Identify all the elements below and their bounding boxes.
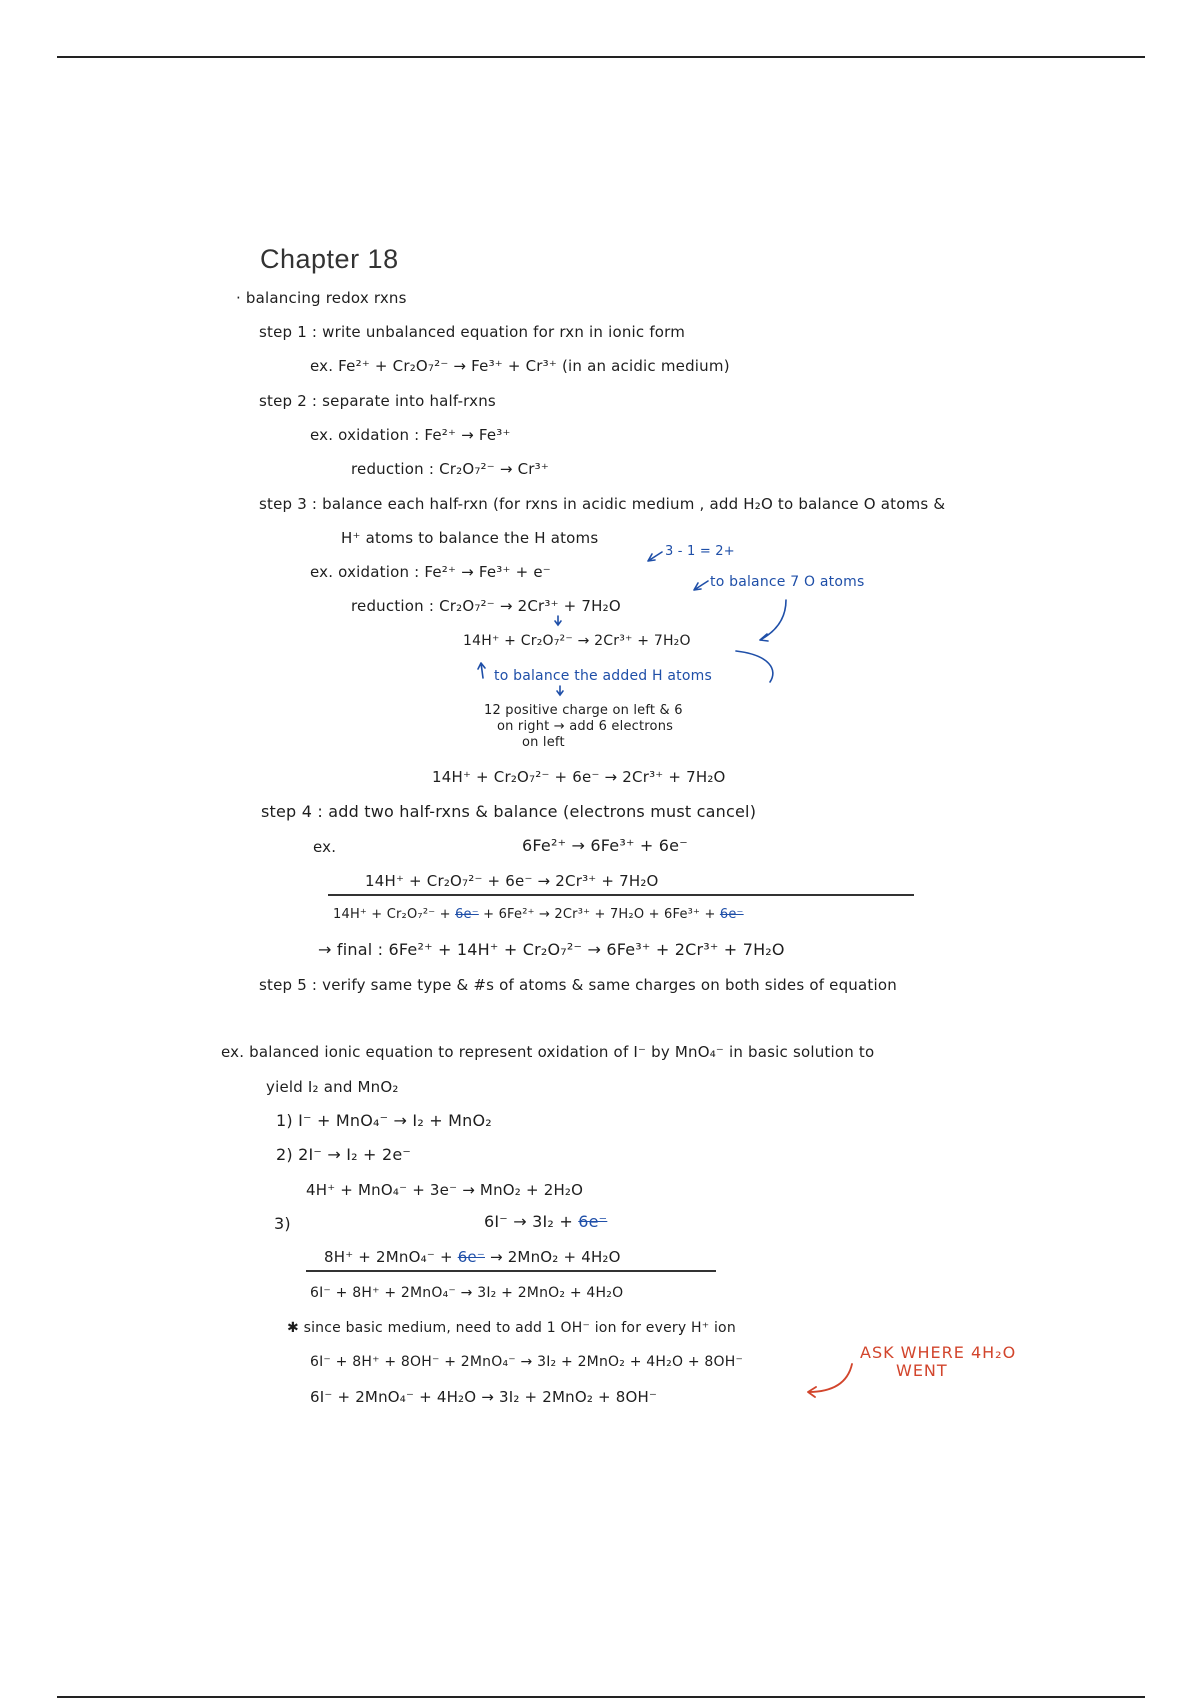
bullet-heading: · balancing redox rxns	[236, 289, 407, 307]
step-3-cont: H⁺ atoms to balance the H atoms	[341, 529, 599, 547]
example-2-step-1: 1) I⁻ + MnO₄⁻ → I₂ + MnO₂	[276, 1111, 492, 1130]
step-2-reduction: reduction : Cr₂O₇²⁻ → Cr³⁺	[351, 460, 549, 478]
sum-left: 14H⁺ + Cr₂O₇²⁻ +	[333, 907, 451, 922]
step-1-example: ex. Fe²⁺ + Cr₂O₇²⁻ → Fe³⁺ + Cr³⁺ (in an acidic medium)	[310, 357, 730, 375]
example-2-sum: 6I⁻ + 8H⁺ + 2MnO₄⁻ → 3I₂ + 2MnO₂ + 4H₂O	[310, 1285, 624, 1301]
charge-note-2: on right → add 6 electrons	[497, 719, 674, 734]
cancelled-electrons-left: 6e⁻	[455, 907, 479, 922]
example-2-reduction: 4H⁺ + MnO₄⁻ + 3e⁻ → MnO₂ + 2H₂O	[306, 1181, 584, 1199]
step-5: step 5 : verify same type & #s of atoms & same charges on both sides of equation	[259, 976, 897, 994]
step-3: step 3 : balance each half-rxn (for rxns in acidic medium , add H₂O to balance O atoms &	[259, 495, 946, 513]
arrow-down-2-icon	[557, 686, 563, 695]
step-3-reduction: reduction : Cr₂O₇²⁻ → 2Cr³⁺ + 7H₂O	[351, 597, 621, 615]
step-2: step 2 : separate into half-rxns	[259, 392, 496, 410]
arrow-up-h-icon	[478, 663, 485, 678]
oxidation-x3-left: 6I⁻ → 3I₂ +	[484, 1212, 573, 1231]
arrow-down-1-icon	[555, 616, 561, 625]
red-question-2: WENT	[896, 1361, 948, 1380]
page-title: Chapter 18	[260, 244, 399, 274]
charge-note-3: on left	[522, 735, 565, 750]
step-3-oxidation: ex. oxidation : Fe²⁺ → Fe³⁺ + e⁻	[310, 563, 551, 581]
step-3-reduction-h: 14H⁺ + Cr₂O₇²⁻ → 2Cr³⁺ + 7H₂O	[463, 633, 691, 649]
step-1: step 1 : write unbalanced equation for rxn in ionic form	[259, 323, 686, 341]
charge-note: 3 - 1 = 2+	[665, 544, 735, 559]
bottom-rule	[57, 1696, 1145, 1698]
step-4-reduction: 14H⁺ + Cr₂O₇²⁻ + 6e⁻ → 2Cr³⁺ + 7H₂O	[365, 872, 659, 890]
example-2-prompt-cont: yield I₂ and MnO₂	[266, 1078, 399, 1096]
step-4-oxidation: 6Fe²⁺ → 6Fe³⁺ + 6e⁻	[522, 836, 688, 855]
reduction-x2-right: → 2MnO₂ + 4H₂O	[489, 1248, 621, 1266]
example-2-oh-added: 6I⁻ + 8H⁺ + 8OH⁻ + 2MnO₄⁻ → 3I₂ + 2MnO₂ + 4H₂O + 8OH⁻	[310, 1354, 744, 1370]
step-4: step 4 : add two half-rxns & balance (electrons must cancel)	[261, 802, 757, 821]
cancelled-electrons-b: 6e⁻	[457, 1248, 485, 1266]
example-2-prompt: ex. balanced ionic equation to represent oxidation of I⁻ by MnO₄⁻ in basic solution to	[221, 1043, 875, 1061]
cancelled-electrons-a: 6e⁻	[578, 1212, 608, 1231]
balance-h-note: to balance the added H atoms	[494, 668, 712, 684]
red-arrow-icon	[808, 1364, 852, 1397]
basic-medium-note: ✱ since basic medium, need to add 1 OH⁻ ion for every H⁺ ion	[287, 1320, 736, 1336]
example-2-final: 6I⁻ + 2MnO₄⁻ + 4H₂O → 3I₂ + 2MnO₂ + 8OH⁻	[310, 1388, 658, 1406]
brace-h-icon	[736, 651, 773, 682]
step-4-ex: ex.	[313, 838, 337, 856]
step-4-final: → final : 6Fe²⁺ + 14H⁺ + Cr₂O₇²⁻ → 6Fe³⁺ + 2Cr³⁺ + 7H₂O	[318, 940, 785, 959]
cancelled-electrons-right: 6e⁻	[719, 907, 744, 922]
arrow-charge-icon	[648, 552, 662, 561]
step-2-oxidation: ex. oxidation : Fe²⁺ → Fe³⁺	[310, 426, 511, 444]
red-question-1: ASK WHERE 4H₂O	[860, 1343, 1017, 1362]
sum-right: + 6Fe²⁺ → 2Cr³⁺ + 7H₂O + 6Fe³⁺ +	[483, 907, 716, 922]
balance-o-note: to balance 7 O atoms	[710, 574, 865, 590]
reduction-x2-left: 8H⁺ + 2MnO₄⁻ +	[324, 1248, 453, 1266]
example-2-step-3: 3)	[274, 1214, 291, 1233]
charge-note-1: 12 positive charge on left & 6	[484, 703, 683, 718]
step-3-reduction-final: 14H⁺ + Cr₂O₇²⁻ + 6e⁻ → 2Cr³⁺ + 7H₂O	[432, 768, 726, 786]
example-2-step-2: 2) 2I⁻ → I₂ + 2e⁻	[276, 1145, 412, 1164]
arrow-water-icon	[760, 600, 786, 641]
arrow-o-icon	[694, 581, 708, 590]
